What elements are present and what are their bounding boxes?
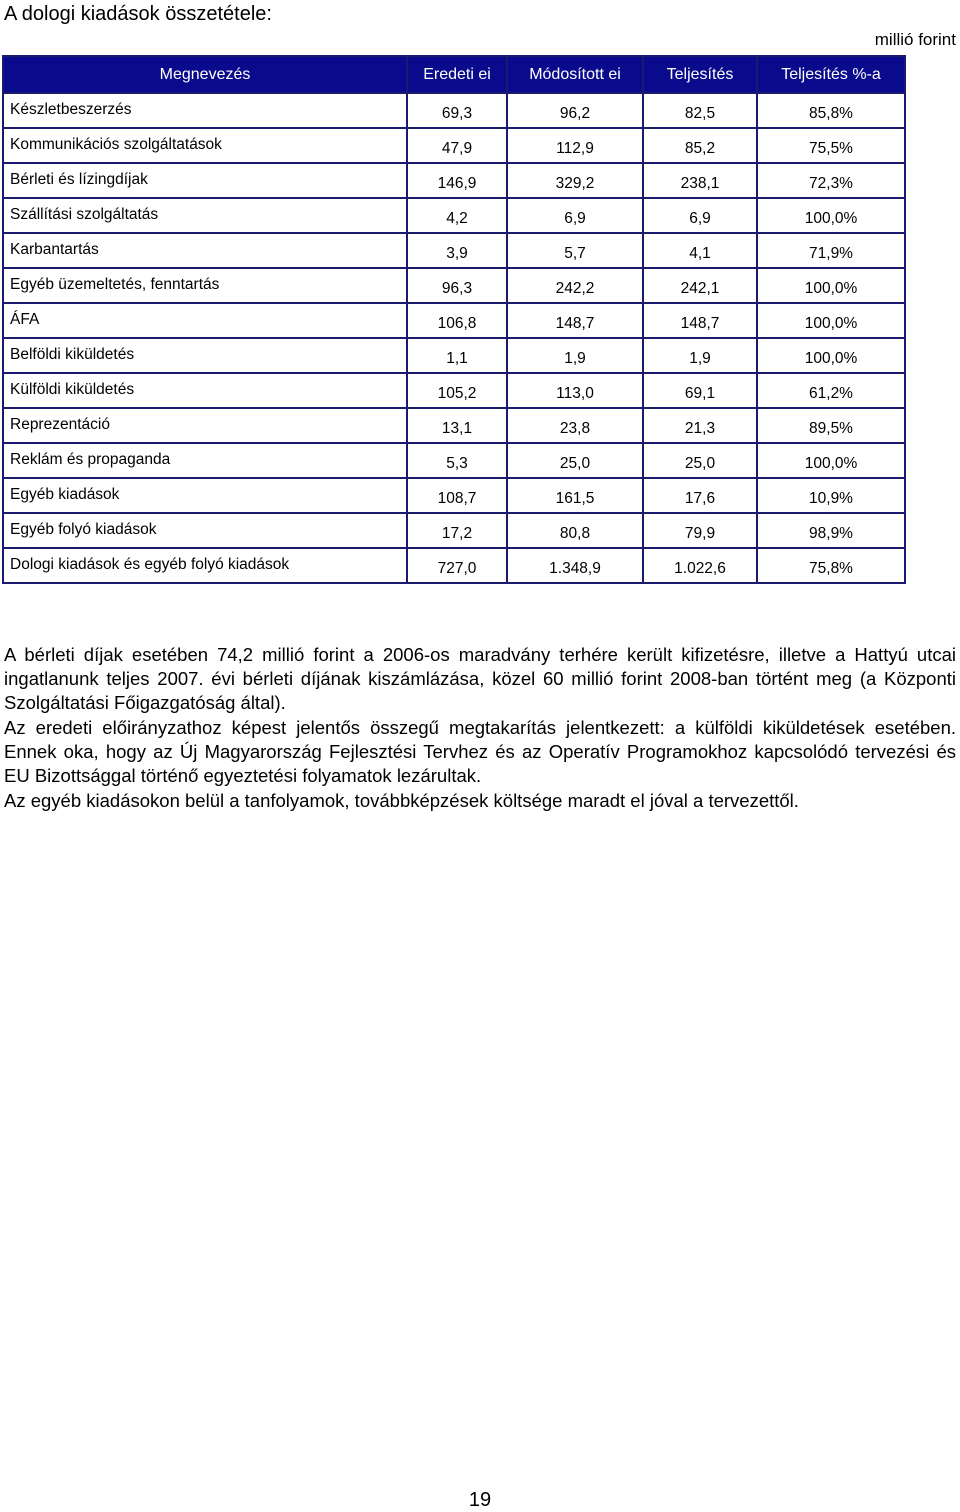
- table-row: [3, 443, 905, 478]
- modified-value-cell: 23,8: [507, 408, 643, 443]
- column-header-modified: Módosított ei: [507, 56, 643, 93]
- row-name-cell: Karbantartás: [3, 233, 407, 268]
- row-name-cell: Készletbeszerzés: [3, 93, 407, 128]
- row-name-cell: ÁFA: [3, 303, 407, 338]
- performance-percent-cell: 61,2%: [757, 373, 905, 408]
- table-row: [3, 478, 905, 513]
- performance-percent-cell: 72,3%: [757, 163, 905, 198]
- performance-value-cell: 79,9: [643, 513, 757, 548]
- modified-value-cell: 25,0: [507, 443, 643, 478]
- table-header-row: [3, 56, 905, 93]
- performance-value-cell: 238,1: [643, 163, 757, 198]
- table-row: [3, 548, 905, 583]
- table-body: [3, 93, 905, 583]
- row-name-cell: Külföldi kiküldetés: [3, 373, 407, 408]
- modified-value-cell: 80,8: [507, 513, 643, 548]
- original-value-cell: 108,7: [407, 478, 507, 513]
- modified-value-cell: 148,7: [507, 303, 643, 338]
- original-value-cell: 4,2: [407, 198, 507, 233]
- modified-value-cell: 96,2: [507, 93, 643, 128]
- performance-value-cell: 69,1: [643, 373, 757, 408]
- original-value-cell: 17,2: [407, 513, 507, 548]
- column-header-name: Megnevezés: [3, 56, 407, 93]
- row-name-cell: Egyéb kiadások: [3, 478, 407, 513]
- performance-percent-cell: 98,9%: [757, 513, 905, 548]
- table-row: [3, 373, 905, 408]
- modified-value-cell: 242,2: [507, 268, 643, 303]
- row-name-cell: Reklám és propaganda: [3, 443, 407, 478]
- row-name-cell: Bérleti és lízingdíjak: [3, 163, 407, 198]
- performance-percent-cell: 100,0%: [757, 338, 905, 373]
- expenditure-table: [2, 55, 906, 584]
- performance-percent-cell: 10,9%: [757, 478, 905, 513]
- table-row: [3, 163, 905, 198]
- performance-percent-cell: 100,0%: [757, 198, 905, 233]
- modified-value-cell: 329,2: [507, 163, 643, 198]
- page-number: 19: [468, 1489, 492, 1511]
- performance-percent-cell: 75,5%: [757, 128, 905, 163]
- paragraph-other-expenses: Az egyéb kiadásokon belül a tanfolyamok, továbbképzések költsége maradt el jóval a tervezettől.: [4, 790, 799, 811]
- performance-percent-cell: 85,8%: [757, 93, 905, 128]
- performance-percent-cell: 71,9%: [757, 233, 905, 268]
- original-value-cell: 146,9: [407, 163, 507, 198]
- performance-value-cell: 21,3: [643, 408, 757, 443]
- original-value-cell: 727,0: [407, 548, 507, 583]
- column-header-original: Eredeti ei: [407, 56, 507, 93]
- row-name-cell: Kommunikációs szolgáltatások: [3, 128, 407, 163]
- table-row: [3, 268, 905, 303]
- table-row: [3, 128, 905, 163]
- original-value-cell: 105,2: [407, 373, 507, 408]
- performance-percent-cell: 100,0%: [757, 443, 905, 478]
- original-value-cell: 13,1: [407, 408, 507, 443]
- original-value-cell: 106,8: [407, 303, 507, 338]
- performance-percent-cell: 75,8%: [757, 548, 905, 583]
- performance-value-cell: 17,6: [643, 478, 757, 513]
- performance-percent-cell: 100,0%: [757, 303, 905, 338]
- original-value-cell: 69,3: [407, 93, 507, 128]
- original-value-cell: 96,3: [407, 268, 507, 303]
- table-row: [3, 198, 905, 233]
- row-name-cell: Dologi kiadások és egyéb folyó kiadások: [3, 548, 407, 583]
- performance-value-cell: 6,9: [643, 198, 757, 233]
- original-value-cell: 1,1: [407, 338, 507, 373]
- performance-value-cell: 242,1: [643, 268, 757, 303]
- original-value-cell: 5,3: [407, 443, 507, 478]
- unit-label: millió forint: [874, 30, 956, 49]
- row-name-cell: Reprezentáció: [3, 408, 407, 443]
- table-row: [3, 513, 905, 548]
- performance-value-cell: 1.022,6: [643, 548, 757, 583]
- performance-value-cell: 1,9: [643, 338, 757, 373]
- modified-value-cell: 1.348,9: [507, 548, 643, 583]
- table-row: [3, 233, 905, 268]
- performance-percent-cell: 100,0%: [757, 268, 905, 303]
- row-name-cell: Szállítási szolgáltatás: [3, 198, 407, 233]
- row-name-cell: Belföldi kiküldetés: [3, 338, 407, 373]
- performance-value-cell: 85,2: [643, 128, 757, 163]
- section-heading: A dologi kiadások összetétele:: [4, 3, 272, 25]
- modified-value-cell: 5,7: [507, 233, 643, 268]
- modified-value-cell: 1,9: [507, 338, 643, 373]
- paragraph-rental-fees: A bérleti díjak esetében 74,2 millió forint a 2006-os maradvány terhére került kifizetésre, illetve a Hattyú utcai ingatlanunk teljes 2007. évi bérleti díjának kiszámlázása, közel 60 millió forint 2008-ban történt meg (a Központi Szolgáltatási Főigazgatóság által).: [4, 644, 956, 713]
- performance-value-cell: 82,5: [643, 93, 757, 128]
- original-value-cell: 47,9: [407, 128, 507, 163]
- modified-value-cell: 112,9: [507, 128, 643, 163]
- column-header-performance: Teljesítés: [643, 56, 757, 93]
- row-name-cell: Egyéb folyó kiadások: [3, 513, 407, 548]
- performance-value-cell: 148,7: [643, 303, 757, 338]
- performance-value-cell: 4,1: [643, 233, 757, 268]
- column-header-performance-percent: Teljesítés %-a: [757, 56, 905, 93]
- original-value-cell: 3,9: [407, 233, 507, 268]
- table-row: [3, 93, 905, 128]
- performance-percent-cell: 89,5%: [757, 408, 905, 443]
- modified-value-cell: 6,9: [507, 198, 643, 233]
- performance-value-cell: 25,0: [643, 443, 757, 478]
- row-name-cell: Egyéb üzemeltetés, fenntartás: [3, 268, 407, 303]
- modified-value-cell: 113,0: [507, 373, 643, 408]
- paragraph-savings: Az eredeti előirányzathoz képest jelentős összegű megtakarítás jelentkezett: a külföldi kiküldetések esetében. Ennek oka, hogy az Új Magyarország Fejlesztési Tervhez és az Operatív Programokhoz kapcsolódó tervezési és EU Bizottsággal történő egyeztetési folyamatok lezárultak.: [4, 717, 956, 786]
- table-row: [3, 338, 905, 373]
- modified-value-cell: 161,5: [507, 478, 643, 513]
- table-row: [3, 408, 905, 443]
- table-row: [3, 303, 905, 338]
